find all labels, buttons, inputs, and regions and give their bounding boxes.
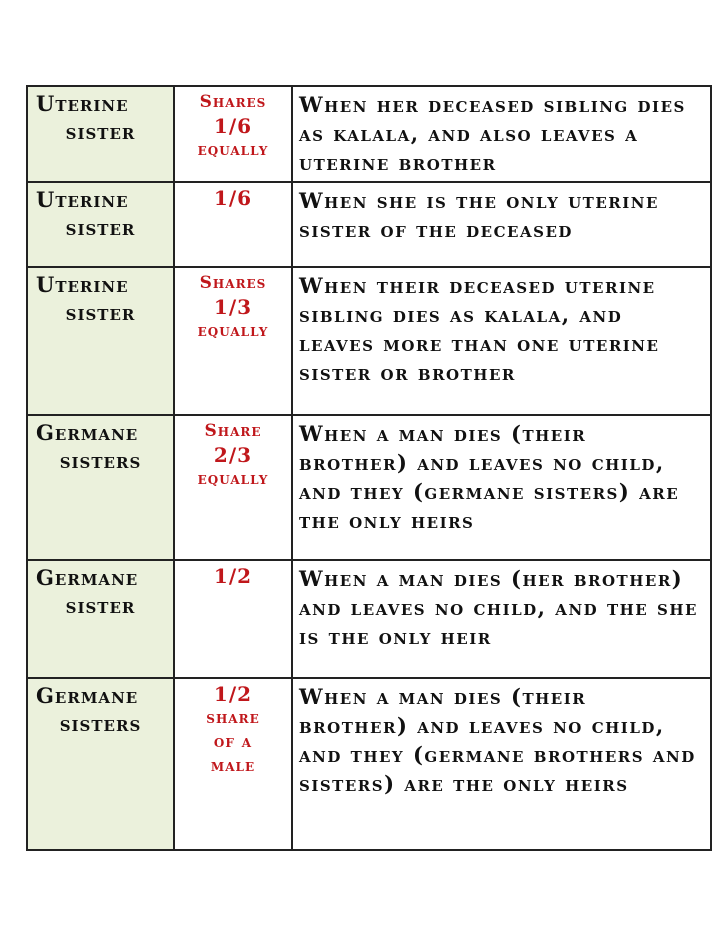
share-line: Shares	[199, 92, 267, 112]
share-line: male	[210, 756, 256, 776]
relation-kind: sisters	[59, 448, 142, 473]
relation-cell	[27, 415, 174, 560]
condition-text: When a man dies (their brother) and leaves no child, and they (germane sisters) are the only heirs	[299, 421, 680, 533]
share-cell	[174, 267, 292, 415]
relation-kind: sister	[65, 119, 136, 144]
condition-cell	[292, 415, 711, 560]
condition-text: When she is the only uterine sister of the deceased	[299, 188, 659, 242]
share-fraction: 1/2	[213, 682, 253, 706]
table-row	[27, 415, 711, 560]
inheritance-table	[26, 85, 712, 851]
relation-cell	[27, 86, 174, 182]
condition-cell	[292, 678, 711, 850]
condition-text: When a man dies (their brother) and leaves no child, and they (germane brothers and sisters) are the only heirs	[299, 684, 696, 796]
relation-cell	[27, 267, 174, 415]
relation-cell	[27, 678, 174, 850]
relation-name: Germane	[36, 565, 139, 590]
share-line: Shares	[199, 273, 267, 293]
relation-kind: sister	[65, 215, 136, 240]
share-cell	[174, 560, 292, 678]
share-line: Share	[204, 421, 262, 441]
share-fraction: 1/2	[213, 564, 253, 588]
relation-kind: sister	[65, 300, 136, 325]
table-row	[27, 678, 711, 850]
condition-text: When their deceased uterine sibling dies as kalala, and leaves more than one uterine sister or brother	[299, 273, 660, 385]
table-row	[27, 182, 711, 267]
relation-cell	[27, 182, 174, 267]
share-line: share	[206, 708, 260, 728]
relation-name: Germane	[36, 683, 139, 708]
condition-cell	[292, 86, 711, 182]
condition-text: When a man dies (her brother) and leaves no child, and the she is the only heir	[299, 566, 698, 649]
share-cell	[174, 678, 292, 850]
condition-text: When her deceased sibling dies as kalala, and also leaves a uterine brother	[299, 92, 686, 175]
share-fraction: 1/6	[213, 114, 253, 138]
relation-kind: sister	[65, 593, 136, 618]
share-cell	[174, 415, 292, 560]
condition-cell	[292, 560, 711, 678]
condition-cell	[292, 182, 711, 267]
table-row	[27, 86, 711, 182]
share-fraction: 1/6	[213, 186, 253, 210]
share-line: of a	[213, 732, 253, 752]
share-fraction: 2/3	[213, 443, 253, 467]
share-line: equally	[197, 321, 269, 341]
relation-name: Uterine	[36, 91, 129, 116]
relation-cell	[27, 560, 174, 678]
table-row	[27, 267, 711, 415]
condition-cell	[292, 267, 711, 415]
relation-kind: sisters	[59, 711, 142, 736]
share-line: equally	[197, 140, 269, 160]
share-cell	[174, 86, 292, 182]
relation-name: Uterine	[36, 187, 129, 212]
relation-name: Germane	[36, 420, 139, 445]
table-row	[27, 560, 711, 678]
relation-name: Uterine	[36, 272, 129, 297]
share-line: equally	[197, 469, 269, 489]
share-fraction: 1/3	[213, 295, 253, 319]
share-cell	[174, 182, 292, 267]
